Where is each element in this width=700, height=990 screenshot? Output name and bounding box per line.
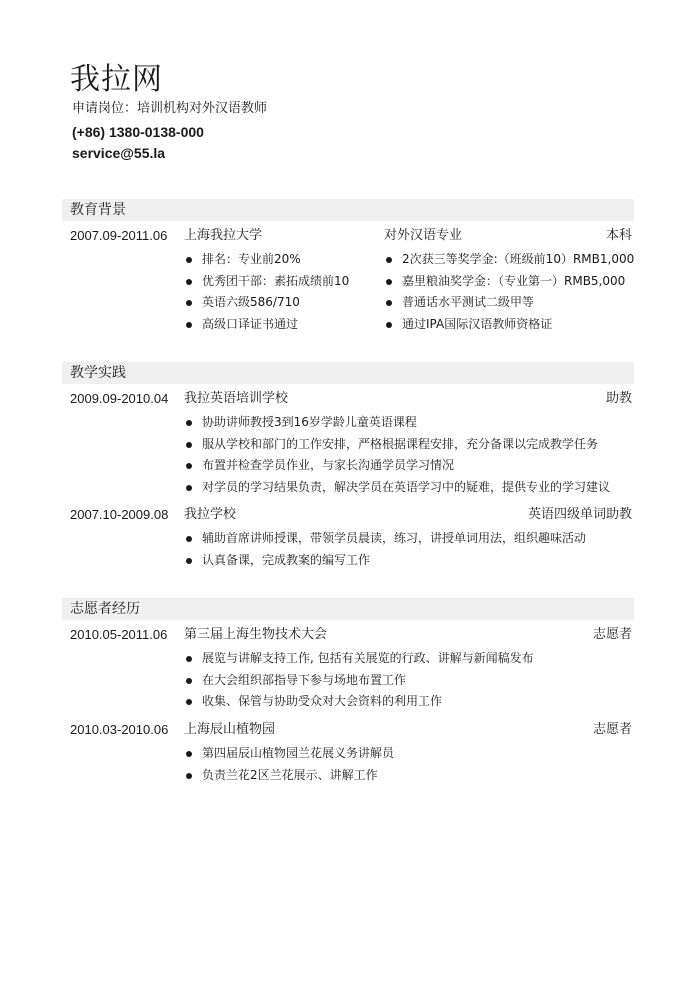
organization-name: 我拉英语培训学校 (184, 391, 289, 406)
bullet-icon (186, 773, 192, 779)
bullet-icon (186, 279, 192, 285)
volunteer-entry (70, 626, 632, 716)
major-name: 对外汉语专业 (384, 228, 463, 243)
bullet-icon (186, 442, 192, 448)
organization-name: 第三届上海生物技术大会 (184, 627, 328, 642)
list-item: 辅助首席讲师授课，带领学员晨读，练习，讲授单词用法，组织趣味活动 (184, 528, 586, 550)
list-item: 第四届辰山植物园兰花展义务讲解员 (184, 743, 394, 765)
applied-position: 申请岗位：培训机构对外汉语教师 (72, 101, 268, 116)
duties-list (184, 743, 394, 786)
bullet-icon (186, 536, 192, 542)
list-item: 展览与讲解支持工作, 包括有关展览的行政、讲解与新闻稿发布 (184, 648, 534, 670)
bullet-icon (186, 699, 192, 705)
section-teaching (62, 362, 634, 384)
bullet-icon (186, 485, 192, 491)
bullet-icon (186, 558, 192, 564)
bullet-icon (386, 279, 392, 285)
list-item: 英语六级586/710 (184, 292, 349, 314)
teaching-entry (70, 390, 632, 500)
candidate-name: 我拉网 (70, 62, 163, 97)
school-name: 上海我拉大学 (184, 228, 263, 243)
entry-date: 2010.05-2011.06 (70, 627, 168, 642)
list-item: 协助讲师教授3到16岁学龄儿童英语课程 (184, 412, 610, 434)
list-item: 对学员的学习结果负责，解决学员在英语学习中的疑难，提供专业的学习建议 (184, 477, 610, 499)
bullet-icon (386, 322, 392, 328)
section-volunteer (62, 598, 634, 620)
role-title: 英语四级单词助教 (527, 507, 632, 522)
section-title: 教育背景 (70, 202, 126, 218)
phone-number: (+86) 1380-0138-000 (72, 124, 204, 140)
teaching-entry (70, 506, 632, 576)
organization-name: 我拉学校 (184, 507, 237, 522)
entry-date: 2007.09-2011.06 (70, 228, 168, 243)
volunteer-entry (70, 721, 632, 791)
section-title: 志愿者经历 (70, 601, 140, 617)
list-item: 嘉里粮油奖学金：（专业第一）RMB5,000 (384, 271, 634, 293)
education-right-list (384, 249, 634, 335)
bullet-icon (186, 463, 192, 469)
list-item: 负责兰花2区兰花展示、讲解工作 (184, 765, 394, 787)
duties-list (184, 648, 534, 713)
bullet-icon (386, 300, 392, 306)
bullet-icon (186, 751, 192, 757)
entry-date: 2007.10-2009.08 (70, 507, 169, 522)
role-title: 志愿者 (592, 627, 632, 642)
entry-date: 2010.03-2010.06 (70, 722, 169, 737)
degree: 本科 (605, 228, 632, 243)
bullet-icon (186, 420, 192, 426)
bullet-icon (186, 257, 192, 263)
list-item: 服从学校和部门的工作安排，严格根据课程安排，充分备课以完成教学任务 (184, 434, 610, 456)
duties-list (184, 528, 586, 571)
list-item: 高级口译证书通过 (184, 314, 349, 336)
bullet-icon (186, 300, 192, 306)
email-address: service@55.la (72, 145, 166, 161)
list-item: 在大会组织部指导下参与场地布置工作 (184, 670, 534, 692)
list-item: 布置并检查学员作业，与家长沟通学员学习情况 (184, 455, 610, 477)
organization-name: 上海辰山植物园 (184, 722, 276, 737)
section-education (62, 199, 634, 221)
duties-list (184, 412, 610, 498)
list-item: 通过IPA国际汉语教师资格证 (384, 314, 634, 336)
bullet-icon (186, 678, 192, 684)
education-entry (70, 227, 635, 337)
list-item: 认真备课，完成教案的编写工作 (184, 550, 586, 572)
list-item: 收集、保管与协助受众对大会资料的利用工作 (184, 691, 534, 713)
bullet-icon (186, 656, 192, 662)
list-item: 普通话水平测试二级甲等 (384, 292, 634, 314)
list-item: 优秀团干部：素拓成绩前10 (184, 271, 349, 293)
role-title: 助教 (605, 391, 632, 406)
education-left-list (184, 249, 349, 335)
bullet-icon (186, 322, 192, 328)
bullet-icon (386, 257, 392, 263)
list-item: 2次获三等奖学金:（班级前10）RMB1,000 (384, 249, 634, 271)
list-item: 排名：专业前20% (184, 249, 349, 271)
entry-date: 2009.09-2010.04 (70, 391, 169, 406)
section-title: 教学实践 (70, 365, 126, 381)
role-title: 志愿者 (592, 722, 632, 737)
